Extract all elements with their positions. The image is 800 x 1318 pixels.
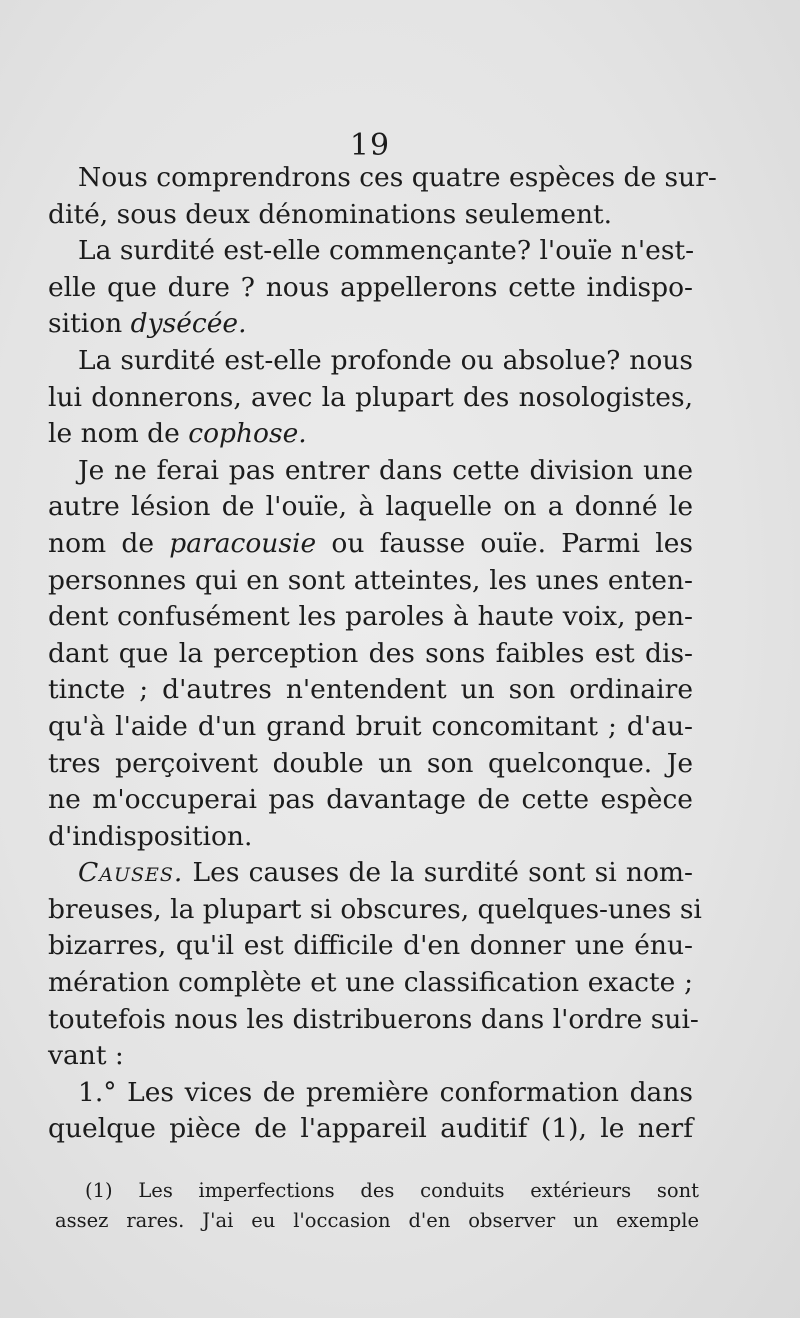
text-line: dent confusément les paroles à haute voix, pen- — [48, 601, 693, 633]
text-line: La surdité est-elle profonde ou absolue? nous — [78, 344, 693, 376]
text-line: quelque pièce de l'appareil auditif (1), le nerf — [48, 1113, 693, 1145]
text-line: dant que la perception des sons faibles est dis- — [48, 637, 693, 669]
text-line: Causes. Les causes de la surdité sont si nom- — [78, 857, 693, 889]
text-line: elle que dure ? nous appellerons cette indispo- — [48, 271, 693, 303]
text-line: tincte ; d'autres n'entendent un son ordinaire — [48, 674, 693, 706]
text-line: nom de paracousie ou fausse ouïe. Parmi les — [48, 527, 693, 559]
text-line: breuses, la plupart si obscures, quelques-unes si — [48, 893, 702, 925]
page-number: 19 — [349, 128, 391, 163]
body-text — [48, 160, 717, 1148]
text-line: qu'à l'aide d'un grand bruit concomitant ; d'au- — [48, 710, 693, 742]
text-line: d'indisposition. — [48, 820, 253, 852]
text-line: mération complète et une classification exacte ; — [48, 967, 693, 999]
term-paracousie: paracousie — [169, 527, 317, 559]
text-line: dité, sous deux dénominations seulement. — [48, 198, 613, 230]
text-line: Je ne ferai pas entrer dans cette division une — [78, 454, 693, 486]
text-line: vant : — [48, 1040, 124, 1072]
text-line: Nous comprendrons ces quatre espèces de sur- — [78, 162, 717, 193]
text-line: le nom de cophose. — [48, 418, 307, 450]
text-line: tres perçoivent double un son quelconque. Je — [48, 747, 693, 779]
term-cophose: cophose. — [188, 418, 307, 450]
text-line: lui donnerons, avec la plupart des nosologistes, — [48, 381, 693, 413]
text-line: 1.° Les vices de première conformation dans — [78, 1076, 693, 1108]
text-line: ne m'occuperai pas davantage de cette espèce — [48, 784, 693, 816]
text-line: bizarres, qu'il est difficile d'en donner une énu- — [48, 930, 693, 962]
text-line: personnes qui en sont atteintes, les unes enten- — [48, 564, 693, 596]
term-dysecee: dysécée. — [130, 308, 247, 340]
text-line: La surdité est-elle commençante? l'ouïe n'est- — [78, 235, 695, 267]
footnote-line: assez rares. J'ai eu l'occasion d'en observer un exemple — [55, 1209, 699, 1232]
footnote-line: (1) Les imperfections des conduits extérieurs sont — [85, 1179, 699, 1202]
text-line: autre lésion de l'ouïe, à laquelle on a donné le — [48, 491, 693, 523]
text-line: toutefois nous les distribuerons dans l'ordre sui- — [48, 1003, 699, 1035]
footnote — [55, 1176, 699, 1236]
section-heading-causes: Causes. — [78, 857, 184, 889]
text-line: sition dysécée. — [48, 308, 247, 340]
